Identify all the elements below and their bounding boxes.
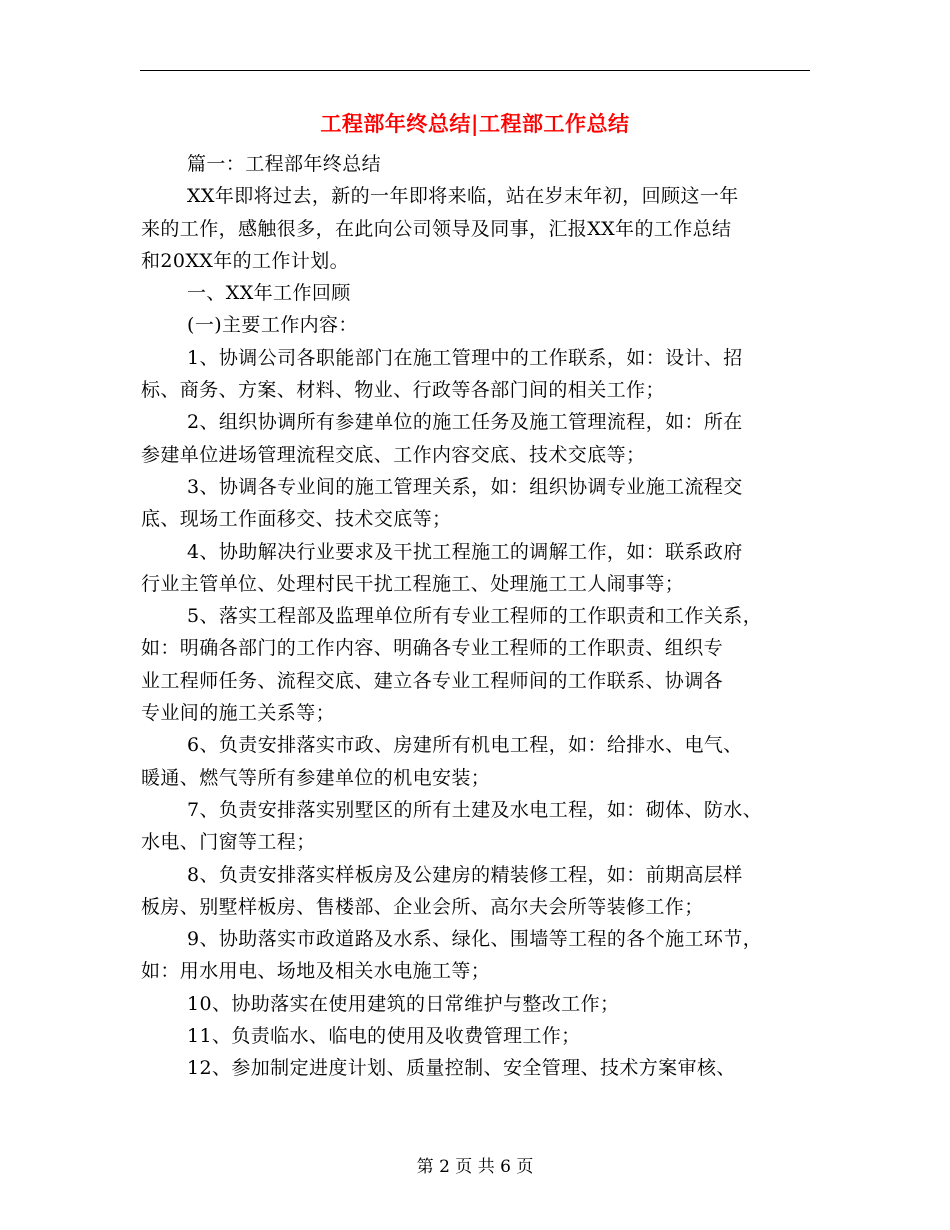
text-line: 业工程师任务、流程交底、建立各专业工程师间的工作联系、协调各 bbox=[141, 669, 724, 692]
text-line: 10、协助落实在使用建筑的日常维护与整改工作； bbox=[187, 992, 620, 1015]
text-line: 底、现场工作面移交、技术交底等； bbox=[141, 508, 452, 531]
text-line: 8、负责安排落实样板房及公建房的精装修工程，如：前期高层样 bbox=[187, 863, 743, 886]
text-line: 1、协调公司各职能部门在施工管理中的工作联系，如：设计、招 bbox=[187, 346, 743, 369]
text-line: 暖通、燃气等所有参建单位的机电安装； bbox=[141, 766, 491, 789]
text-line: 和20XX年的工作计划。 bbox=[141, 249, 350, 272]
text-line: 如：用水用电、场地及相关水电施工等； bbox=[141, 960, 491, 983]
text-line: 水电、门窗等工程； bbox=[141, 831, 316, 854]
text-line: 9、协助落实市政道路及水系、绿化、围墙等工程的各个施工环节， bbox=[187, 928, 763, 951]
document-body bbox=[141, 148, 811, 1085]
text-line: 12、参加制定进度计划、质量控制、安全管理、技术方案审核、 bbox=[187, 1057, 736, 1080]
text-line: 4、协助解决行业要求及干扰工程施工的调解工作，如：联系政府 bbox=[187, 540, 743, 563]
text-line: 一、XX年工作回顾 bbox=[187, 282, 351, 305]
text-line: 11、负责临水、临电的使用及收费管理工作； bbox=[187, 1025, 581, 1048]
text-line: 行业主管单位、处理村民干扰工程施工、处理施工工人闹事等； bbox=[141, 572, 685, 595]
text-line: 板房、别墅样板房、售楼部、企业会所、高尔夫会所等装修工作； bbox=[141, 895, 704, 918]
text-line: 7、负责安排落实别墅区的所有土建及水电工程，如：砌体、防水、 bbox=[187, 798, 763, 821]
text-line: 3、协调各专业间的施工管理关系，如：组织协调专业施工流程交 bbox=[187, 475, 743, 498]
text-line: 参建单位进场管理流程交底、工作内容交底、技术交底等； bbox=[141, 443, 646, 466]
text-line: 如：明确各部门的工作内容、明确各专业工程师的工作职责、组织专 bbox=[141, 637, 724, 660]
document-title: 工程部年终总结|工程部工作总结 bbox=[320, 111, 630, 136]
text-line: 标、商务、方案、材料、物业、行政等各部门间的相关工作； bbox=[141, 379, 665, 402]
text-line: XX年即将过去，新的一年即将来临，站在岁末年初，回顾这一年 bbox=[187, 185, 739, 208]
text-line: 2、组织协调所有参建单位的施工任务及施工管理流程，如：所在 bbox=[187, 411, 743, 434]
header-rule bbox=[140, 70, 810, 71]
page-number: 第 2 页 共 6 页 bbox=[416, 1157, 534, 1177]
text-line: (一)主要工作内容： bbox=[187, 314, 358, 337]
text-line: 篇一：工程部年终总结 bbox=[187, 153, 382, 175]
text-line: 5、落实工程部及监理单位所有专业工程师的工作职责和工作关系， bbox=[187, 605, 763, 628]
text-line: 6、负责安排落实市政、房建所有机电工程，如：给排水、电气、 bbox=[187, 734, 743, 757]
text-line: 专业间的施工关系等； bbox=[141, 702, 336, 725]
text-line: 来的工作，感触很多，在此向公司领导及同事，汇报XX年的工作总结 bbox=[141, 217, 732, 240]
